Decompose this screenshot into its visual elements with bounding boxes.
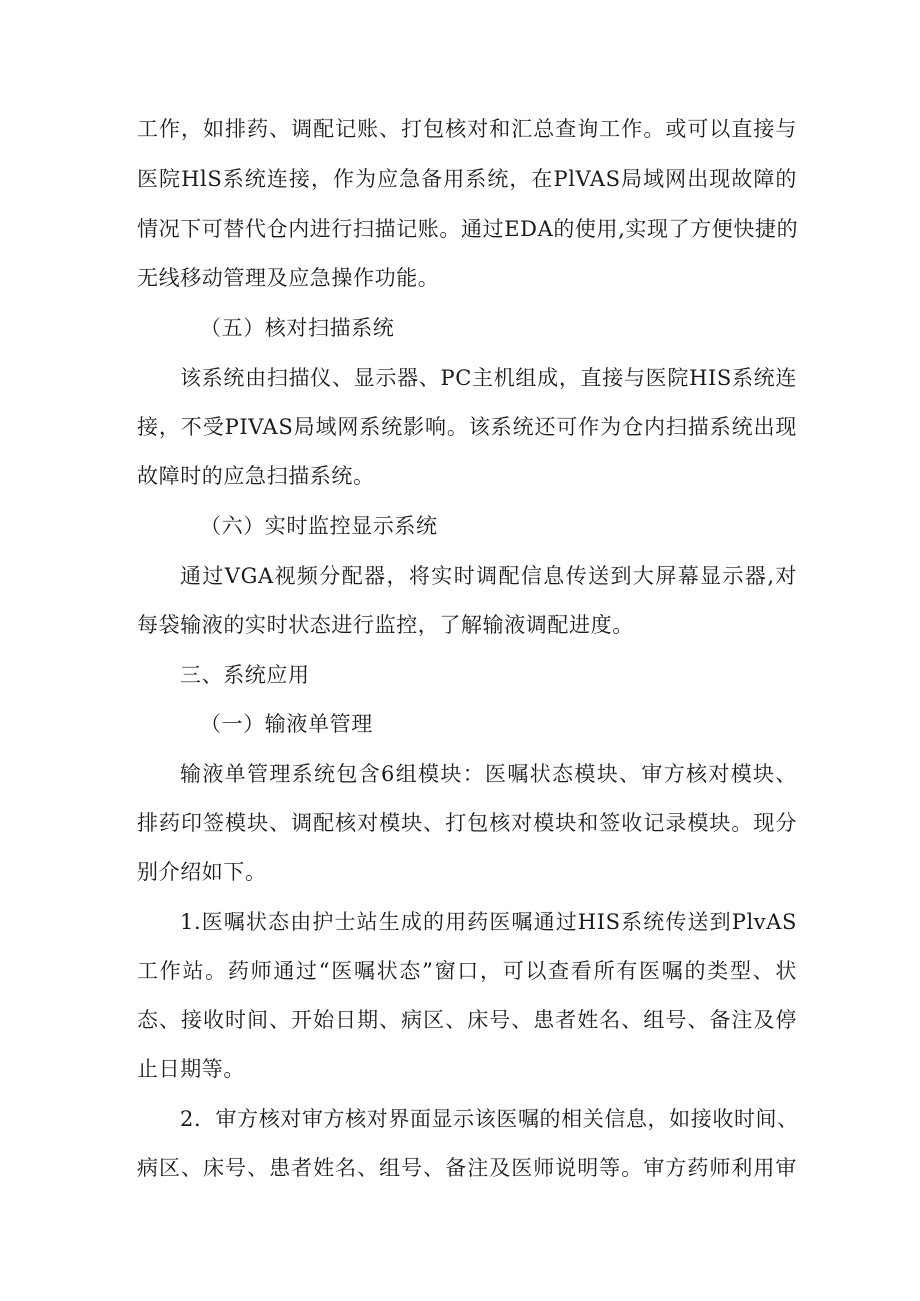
body-text-line: 输液单管理系统包含6组模块：医嘱状态模块、审方核对模块、 bbox=[180, 762, 797, 786]
body-text-line: 态、接收时间、开始日期、病区、床号、患者姓名、组号、备注及停 bbox=[137, 1008, 797, 1032]
body-text-line: 1.医嘱状态由护士站生成的用药医嘱通过HIS系统传送到PlvAS bbox=[180, 910, 797, 934]
section-heading: （六）实时监控显示系统 bbox=[200, 514, 438, 538]
section-heading: 三、系统应用 bbox=[180, 663, 310, 687]
section-heading: （五）核对扫描系统 bbox=[200, 316, 395, 340]
body-text-line: 排药印签模块、调配核对模块、打包核对模块和签收记录模块。现分 bbox=[137, 811, 797, 835]
body-text-line: 工作，如排药、调配记账、打包核对和汇总查询工作。或可以直接与 bbox=[137, 117, 797, 141]
body-text-line: 每袋输液的实时状态进行监控，了解输液调配进度。 bbox=[137, 613, 634, 637]
body-text-line: 工作站。药师通过“医嘱状态”窗口，可以查看所有医嘱的类型、状 bbox=[137, 959, 797, 983]
body-text-line: 止日期等。 bbox=[137, 1057, 245, 1081]
body-text-line: 接，不受PIVAS局域网系统影响。该系统还可作为仓内扫描系统出现 bbox=[137, 415, 797, 439]
body-text-line: 该系统由扫描仪、显示器、PC主机组成，直接与医院HIS系统连 bbox=[180, 366, 797, 390]
body-text-line: 无线移动管理及应急操作功能。 bbox=[137, 266, 440, 290]
body-text-line: 医院HlS系统连接，作为应急备用系统，在PlVAS局域网出现故障的 bbox=[137, 167, 797, 191]
section-heading: （一）输液单管理 bbox=[200, 712, 373, 736]
body-text-line: 病区、床号、患者姓名、组号、备注及医师说明等。审方药师利用审 bbox=[137, 1156, 797, 1180]
body-text-line: 2．审方核对审方核对界面显示该医嘱的相关信息，如接收时间、 bbox=[180, 1107, 799, 1131]
body-text-line: 别介绍如下。 bbox=[137, 860, 267, 884]
body-text-line: 情况下可替代仓内进行扫描记账。通过EDA的使用,实现了方便快捷的 bbox=[137, 217, 799, 241]
body-text-line: 故障时的应急扫描系统。 bbox=[137, 464, 375, 488]
body-text-line: 通过VGA视频分配器，将实时调配信息传送到大屏幕显示器,对 bbox=[180, 564, 797, 588]
